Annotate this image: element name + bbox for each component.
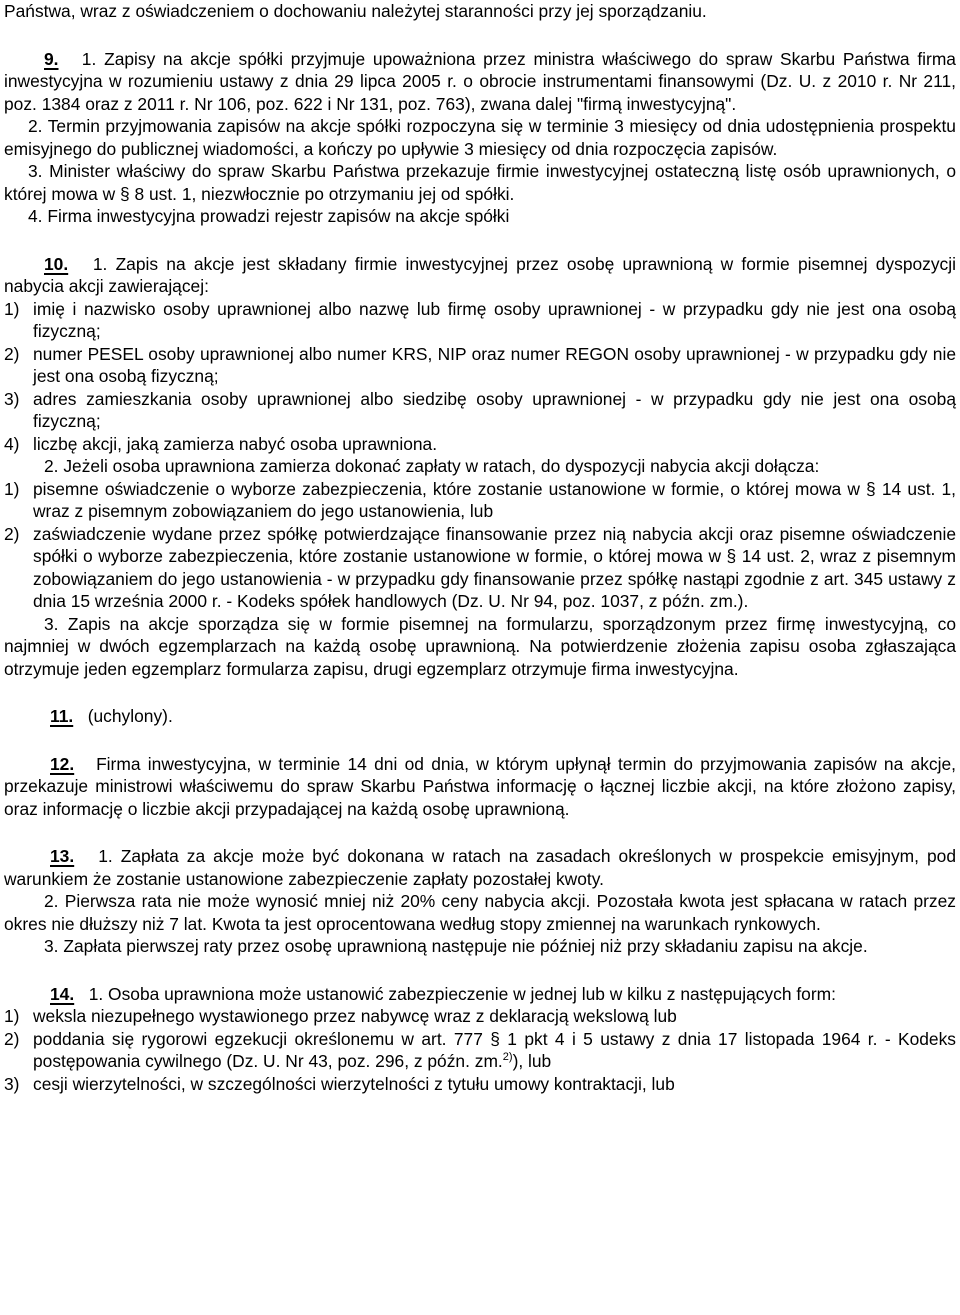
list-item-text: liczbę akcji, jaką zamierza nabyć osoba uprawniona.	[33, 433, 438, 454]
section-14-number: 14.	[50, 983, 75, 1004]
list-item-number: 4)	[4, 433, 20, 454]
section-14-list	[4, 1005, 956, 1095]
section-13-para-1-text: Zapłata za akcje może być dokonana w ratach na zasadach określonych w prospekcie emisyjnym, pod warunkiem że zostanie ustanowione zabezpieczenie zapłaty pozostałej kwoty.	[4, 846, 956, 889]
section-10-para-1-text: Zapis na akcje jest składany firmie inwestycyjnej przez osobę uprawnioną w formie pisemnej dyspozycji nabycia akcji zawierającej:	[4, 253, 956, 296]
section-10-para-3-text: Zapis na akcje sporządza się w formie pisemnej na formularzu, sporządzonym przez firmę inwestycyjną, co najmniej w dwóch egzemplarzach na każdą osobę uprawnioną. Na potwierdzenie złożenia zapisu osoba zgłaszająca otrzymuje jeden egzemplarz formularza zapisu, drugi egzemplarz otrzymuje firma inwestycyjna.	[4, 613, 956, 679]
list-item	[4, 343, 956, 388]
section-10-para-2	[4, 455, 956, 478]
section-13-para-3-text: Zapłata pierwszej raty przez osobę uprawnioną następuje nie później niż przy składaniu zapisu na akcje.	[63, 936, 868, 956]
section-13-para-2	[4, 890, 956, 935]
section-12	[4, 753, 956, 821]
section-13-number: 13.	[50, 846, 75, 866]
list-item	[4, 1005, 956, 1028]
list-item-text: adres zamieszkania osoby uprawnionej albo siedzibę osoby uprawnionej - w przypadku gdy nie jest ona osobą fizyczną;	[33, 388, 956, 431]
list-item-number: 3)	[4, 1073, 20, 1094]
section-10-number: 10.	[44, 253, 69, 274]
section-11	[4, 705, 956, 728]
section-11-text: (uchylony).	[87, 706, 173, 726]
section-9-para-4-text: Firma inwestycyjna prowadzi rejestr zapisów na akcje spółki	[47, 206, 510, 226]
section-10-list-1	[4, 298, 956, 456]
list-item-text-tail: ), lub	[512, 1051, 552, 1071]
list-item-text: pisemne oświadczenie o wyborze zabezpieczenia, które zostanie ustanowione w formie, o której mowa w § 14 ust. 1, wraz z pisemnym zobowiązaniem do jego ustanowienia, lub	[33, 478, 956, 521]
section-12-text: Firma inwestycyjna, w terminie 14 dni od dnia, w którym upłynął termin do przyjmowania zapisów na akcje, przekazuje ministrowi właściwemu do spraw Skarbu Państwa informację o łącznej liczbie akcji, na które złożono zapisy, oraz informację o liczbie akcji przypadającej na każdą osobę uprawnioną.	[4, 753, 956, 819]
list-item	[4, 388, 956, 433]
list-item-text: imię i nazwisko osoby uprawnionej albo nazwę lub firmę osoby uprawnionej - w przypadku gdy nie jest ona osobą fizyczną;	[33, 298, 956, 341]
list-item-number: 2)	[4, 343, 20, 364]
section-11-number: 11.	[50, 706, 74, 726]
list-item-number: 1)	[4, 478, 20, 499]
paragraph-continuation: Państwa, wraz z oświadczeniem o dochowaniu należytej staranności przy jej sporządzaniu.	[4, 1, 707, 21]
section-14-para-1-number: 1.	[88, 983, 104, 1004]
spacer	[4, 228, 956, 253]
section-13-para-3	[4, 935, 956, 958]
section-9-para-1-number: 1.	[81, 48, 97, 69]
spacer	[4, 820, 956, 845]
section-9-number: 9.	[44, 48, 59, 69]
section-14-para-1-text: Osoba uprawniona może ustanowić zabezpieczenie w jednej lub w kilku z następujących form:	[108, 983, 836, 1004]
section-10-para-1	[4, 253, 956, 298]
list-item	[4, 478, 956, 523]
section-12-number: 12.	[50, 753, 75, 774]
section-9-para-4-number: 4.	[28, 206, 43, 226]
section-10-list-2	[4, 478, 956, 613]
list-item-text: cesji wierzytelności, w szczególności wierzytelności z tytułu umowy kontraktacji, lub	[33, 1073, 675, 1094]
section-9-para-2-number: 2.	[28, 116, 43, 136]
section-10-para-3-number: 3.	[44, 613, 59, 634]
list-item	[4, 1028, 956, 1073]
section-13-para-3-number: 3.	[44, 936, 59, 956]
list-item-text: numer PESEL osoby uprawnionej albo numer KRS, NIP oraz numer REGON osoby uprawnionej - w przypadku gdy nie jest ona osobą fizyczną;	[33, 343, 956, 386]
list-item	[4, 433, 956, 456]
section-10-para-2-number: 2.	[44, 456, 59, 476]
section-9-para-1	[4, 48, 956, 116]
section-10-para-3	[4, 613, 956, 681]
list-item-number: 2)	[4, 1028, 20, 1049]
section-14-para-1	[4, 983, 956, 1006]
list-item-text-main: poddania się rygorowi egzekucji określonemu w art. 777 § 1 pkt 4 i 5 ustawy z dnia 17 listopada 1964 r. - Kodeks postępowania cywilnego (Dz. U. Nr 43, poz. 296, z późn. zm.	[33, 1028, 956, 1071]
spacer	[4, 23, 956, 48]
section-10-para-1-number: 1.	[92, 253, 108, 274]
section-9-para-3-number: 3.	[28, 161, 43, 181]
list-item-number: 1)	[4, 298, 20, 319]
list-item	[4, 523, 956, 613]
spacer	[4, 728, 956, 753]
spacer	[4, 958, 956, 983]
section-9-para-3	[4, 160, 956, 205]
list-item-text: weksla niezupełnego wystawionego przez nabywcę wraz z deklaracją wekslową lub	[33, 1006, 677, 1026]
section-9-para-2	[4, 115, 956, 160]
section-13-para-1	[4, 845, 956, 890]
list-item-number: 2)	[4, 523, 20, 544]
section-9-para-1-text: Zapisy na akcje spółki przyjmuje upoważniona przez ministra właściwego do spraw Skarbu Państwa firma inwestycyjna w rozumieniu ustawy z dnia 29 lipca 2005 r. o obrocie instrumentami finansowymi (Dz. U. z 2010 r. Nr 211, poz. 1384 oraz z 2011 r. Nr 106, poz. 622 i Nr 131, poz. 763), zwana dalej "firmą inwestycyjną".	[4, 48, 956, 114]
section-10-para-2-text: Jeżeli osoba uprawniona zamierza dokonać zapłaty w ratach, do dyspozycji nabycia akcji dołącza:	[63, 456, 820, 476]
section-9-para-2-text: Termin przyjmowania zapisów na akcje spółki rozpoczyna się w terminie 3 miesięcy od dnia udostępnienia prospektu emisyjnego do publicznej wiadomości, a kończy po upływie 3 miesięcy od dnia rozpoczęcia zapisów.	[4, 116, 956, 159]
list-item-text	[33, 1028, 956, 1073]
spacer	[4, 680, 956, 705]
list-item	[4, 1073, 956, 1096]
section-13-para-1-number: 1.	[98, 846, 113, 866]
section-9-para-3-text: Minister właściwy do spraw Skarbu Państwa przekazuje firmie inwestycyjnej ostateczną listę osób uprawnionych, o której mowa w § 8 ust. 1, niezwłocznie po otrzymaniu jej od spółki.	[4, 161, 956, 204]
footnote-reference[interactable]: 2)	[502, 1051, 513, 1064]
section-13-para-2-number: 2.	[44, 891, 59, 911]
list-item-number: 3)	[4, 388, 20, 409]
section-13-para-2-text: Pierwsza rata nie może wynosić mniej niż 20% ceny nabycia akcji. Pozostała kwota jest spłacana w ratach przez okres nie dłuższy niż 7 lat. Kwota ta jest oprocentowana według stopy zmiennej na warunkach rynkowych.	[4, 891, 956, 934]
list-item-text: zaświadczenie wydane przez spółkę potwierdzające finansowanie przez nią nabycia akcji oraz pisemne oświadczenie spółki o wyborze zabezpieczenia, które zostanie ustanowione w formie, o której mowa w § 14 ust. 2, wraz z pisemnym zobowiązaniem do jego ustanowienia - w przypadku gdy finansowanie przez spółkę nastąpi zgodnie z art. 345 ustawy z dnia 15 września 2000 r. - Kodeks spółek handlowych (Dz. U. Nr 94, poz. 1037, z późn. zm.).	[33, 523, 956, 611]
list-item	[4, 298, 956, 343]
list-item-number: 1)	[4, 1006, 20, 1026]
section-9-para-4	[4, 205, 956, 228]
